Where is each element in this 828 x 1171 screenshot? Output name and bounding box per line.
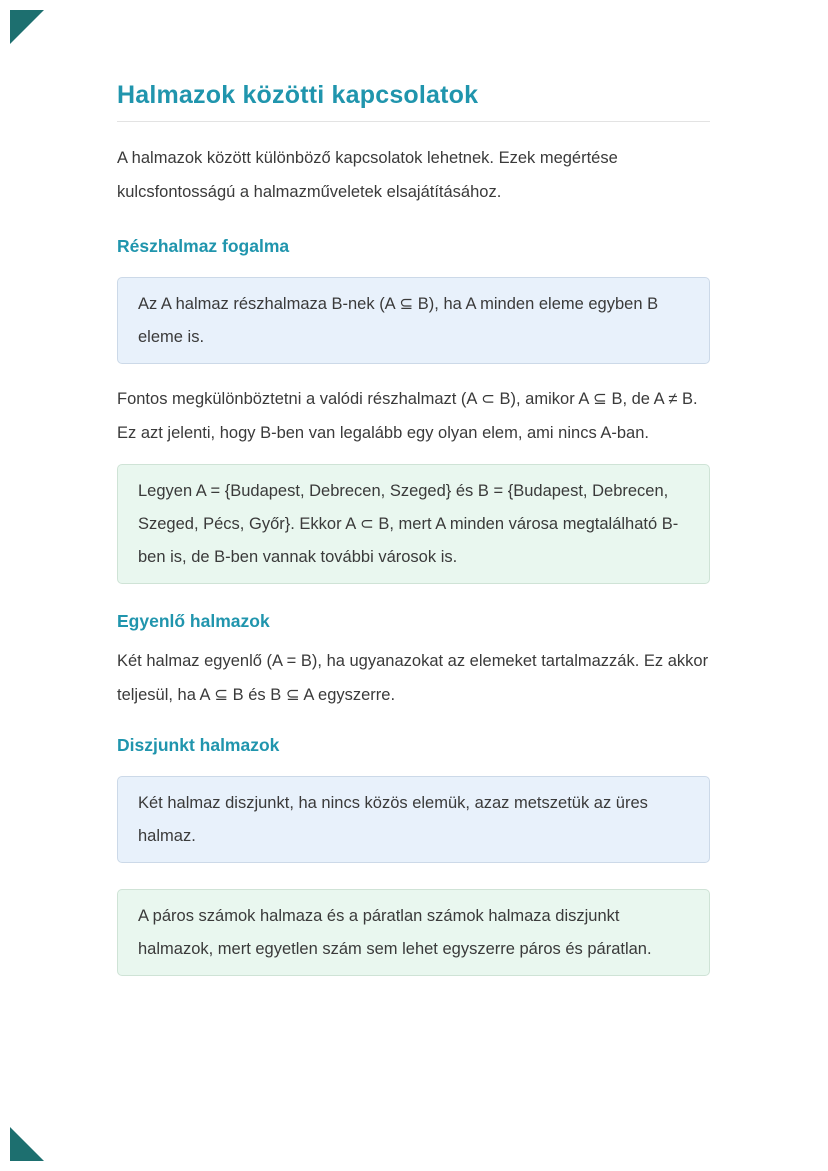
proper-subset-note: Fontos megkülönböztetni a valódi részhalmazt (A ⊂ B), amikor A ⊆ B, de A ≠ B. Ez azt jelenti, hogy B-ben van legalább egy olyan elem, ami nincs A-ban. (117, 390, 698, 442)
definition-box-disjoint (117, 776, 710, 863)
definition-box-subset (117, 277, 710, 364)
section-heading-reszhalmaz: Részhalmaz fogalma (117, 236, 290, 256)
section-heading-egyenlo: Egyenlő halmazok (117, 611, 270, 631)
equal-sets-paragraph: Két halmaz egyenlő (A = B), ha ugyanazokat az elemeket tartalmazzák. Ez akkor teljesül, ha A ⊆ B és B ⊆ A egyszerre. (117, 652, 709, 704)
title-divider (117, 121, 710, 122)
definition-box-disjoint-text: Két halmaz diszjunkt, ha nincs közös elemük, azaz metszetük az üres halmaz. (138, 794, 648, 845)
intro-paragraph: A halmazok között különböző kapcsolatok lehetnek. Ezek megértése kulcsfontosságú a halmazműveletek elsajátításához. (117, 149, 618, 201)
corner-triangle-top-left-icon (10, 10, 44, 44)
content-column (117, 0, 710, 976)
example-box-disjoint (117, 889, 710, 976)
example-box-subset (117, 464, 710, 584)
section-heading-diszjunkt: Diszjunkt halmazok (117, 735, 280, 755)
corner-triangle-bottom-left-icon (10, 1127, 44, 1161)
definition-box-subset-text: Az A halmaz részhalmaza B-nek (A ⊆ B), ha A minden eleme egyben B eleme is. (138, 295, 659, 346)
page-title: Halmazok közötti kapcsolatok (117, 81, 479, 109)
example-box-subset-text: Legyen A = {Budapest, Debrecen, Szeged} és B = {Budapest, Debrecen, Szeged, Pécs, Győr}. Ekkor A ⊂ B, mert A minden városa megtalálható B-ben is, de B-ben vannak további városok is. (138, 482, 679, 566)
example-box-disjoint-text: A páros számok halmaza és a páratlan számok halmaza diszjunkt halmazok, mert egyetlen szám sem lehet egyszerre páros és páratlan. (138, 907, 652, 958)
